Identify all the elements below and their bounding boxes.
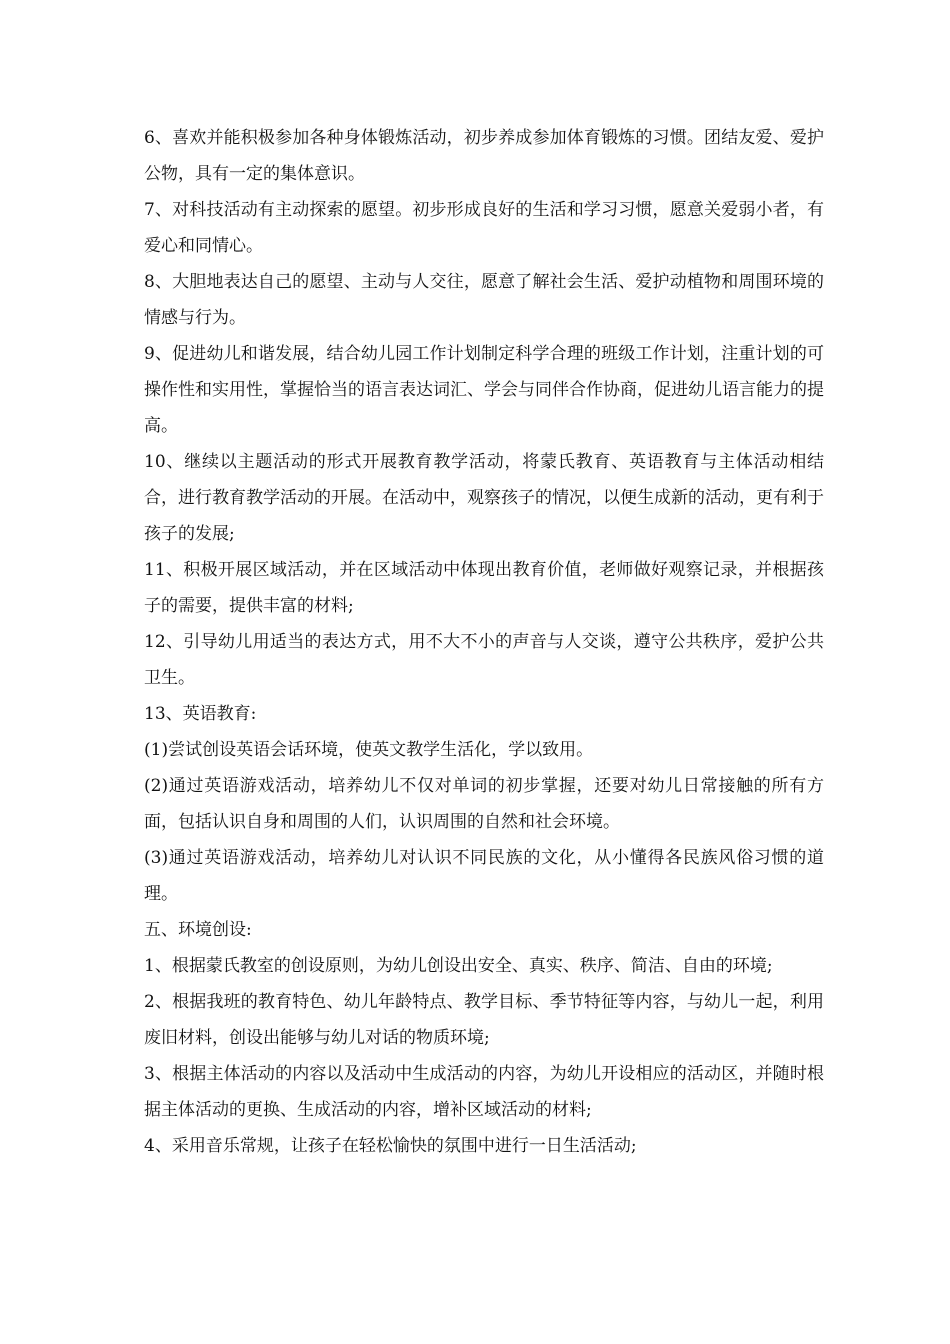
paragraph-goal-8: 8、大胆地表达自己的愿望、主动与人交往，愿意了解社会生活、爱护动植物和周围环境的情感与行为。 [144,272,824,328]
paragraph-goal-11: 11、积极开展区域活动，并在区域活动中体现出教育价值，老师做好观察记录，并根据孩子的需要，提供丰富的材料; [144,560,824,616]
paragraph-goal-9: 9、促进幼儿和谐发展，结合幼儿园工作计划制定科学合理的班级工作计划，注重计划的可操作性和实用性，掌握恰当的语言表达词汇、学会与同伴合作协商，促进幼儿语言能力的提高。 [144,344,824,436]
paragraph-environment-1: 1、根据蒙氏教室的创设原则，为幼儿创设出安全、真实、秩序、简洁、自由的环境; [144,956,773,976]
paragraph-environment-3: 3、根据主体活动的内容以及活动中生成活动的内容，为幼儿开设相应的活动区，并随时根据主体活动的更换、生成活动的内容，增补区域活动的材料; [144,1064,824,1120]
paragraph-goal-12: 12、引导幼儿用适当的表达方式，用不大不小的声音与人交谈，遵守公共秩序，爱护公共卫生。 [144,632,824,688]
paragraph-english-1: (1)尝试创设英语会话环境，使英文教学生活化，学以致用。 [144,740,594,760]
paragraph-goal-10: 10、继续以主题活动的形式开展教育教学活动，将蒙氏教育、英语教育与主体活动相结合，进行教育教学活动的开展。在活动中，观察孩子的情况，以便生成新的活动，更有利于孩子的发展; [144,452,824,544]
paragraph-english-2: (2)通过英语游戏活动，培养幼儿不仅对单词的初步掌握，还要对幼儿日常接触的所有方面，包括认识自身和周围的人们，认识周围的自然和社会环境。 [144,776,824,832]
paragraph-english-3: (3)通过英语游戏活动，培养幼儿对认识不同民族的文化，从小懂得各民族风俗习惯的道理。 [144,848,824,904]
section-heading-environment: 五、环境创设: [144,920,252,940]
paragraph-goal-13-heading: 13、英语教育: [144,704,257,724]
paragraph-environment-4: 4、采用音乐常规，让孩子在轻松愉快的氛围中进行一日生活活动; [144,1136,637,1156]
paragraph-goal-6: 6、喜欢并能积极参加各种身体锻炼活动，初步养成参加体育锻炼的习惯。团结友爱、爱护公物，具有一定的集体意识。 [144,128,824,184]
paragraph-goal-7: 7、对科技活动有主动探索的愿望。初步形成良好的生活和学习习惯，愿意关爱弱小者，有爱心和同情心。 [144,200,824,256]
paragraph-environment-2: 2、根据我班的教育特色、幼儿年龄特点、教学目标、季节特征等内容，与幼儿一起，利用废旧材料，创设出能够与幼儿对话的物质环境; [144,992,824,1048]
document-body [144,120,824,1164]
